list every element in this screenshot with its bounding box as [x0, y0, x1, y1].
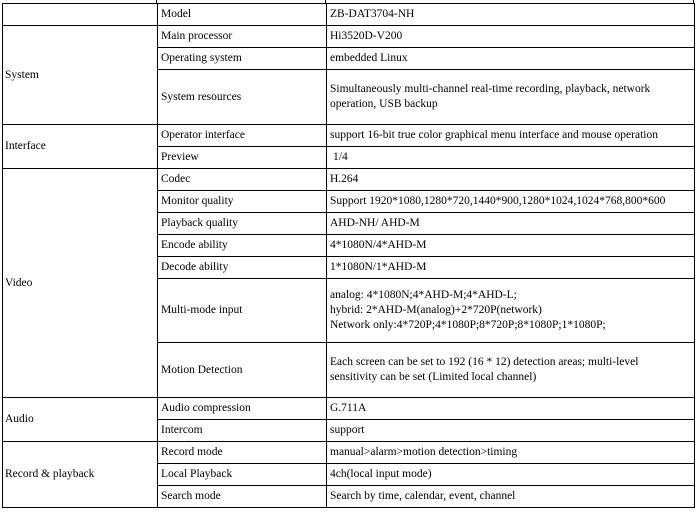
value-cell: 4*1080N/4*AHD-M [327, 235, 695, 257]
value-cell: 4ch(local input mode) [327, 464, 695, 486]
category-system: System [3, 26, 158, 125]
param-cell: Motion Detection [158, 343, 327, 398]
value-cell [327, 343, 695, 398]
value-cell: Hi3520D-V200 [327, 26, 695, 48]
param-cell: Local Playback [158, 464, 327, 486]
value-line: Each screen can be set to 192 (16 * 12) detection areas; multi-level [330, 356, 639, 368]
param-cell: System resources [158, 70, 327, 125]
value-cell: G.711A [327, 398, 695, 420]
param-cell: Encode ability [158, 235, 327, 257]
value-cell: 1/4 [327, 147, 695, 169]
value-cell: 1*1080N/1*AHD-M [327, 257, 695, 279]
value-cell: AHD-NH/ AHD-M [327, 213, 695, 235]
value-cell: embedded Linux [327, 48, 695, 70]
param-cell: Codec [158, 169, 327, 191]
table-row [3, 4, 695, 26]
value-line: hybrid: 2*AHD-M(analog)+2*720P(network) [330, 304, 542, 316]
param-cell: Audio compression [158, 398, 327, 420]
param-cell: Operating system [158, 48, 327, 70]
value-cell: ZB-DAT3704-NH [327, 4, 695, 26]
param-cell: Decode ability [158, 257, 327, 279]
param-cell: Playback quality [158, 213, 327, 235]
param-cell: Multi-mode input [158, 279, 327, 343]
value-line: Simultaneously multi-channel real-time recording, playback, network [330, 83, 651, 95]
value-line: sensitivity can be set (Limited local channel) [330, 371, 537, 383]
table-row [3, 442, 695, 464]
param-cell: Monitor quality [158, 191, 327, 213]
table-row [3, 26, 695, 48]
value-cell [327, 70, 695, 125]
table-row [3, 398, 695, 420]
category-interface: Interface [3, 125, 158, 169]
table-row [3, 125, 695, 147]
param-cell: Operator interface [158, 125, 327, 147]
param-cell: Main processor [158, 26, 327, 48]
value-cell: H.264 [327, 169, 695, 191]
category-video: Video [3, 169, 158, 398]
value-cell: support [327, 420, 695, 442]
value-line: Network only:4*720P;4*1080P;8*720P;8*1080P;1*1080P; [330, 319, 606, 331]
spec-table [2, 3, 695, 508]
param-cell: Model [158, 4, 327, 26]
value-cell: Search by time, calendar, event, channel [327, 486, 695, 508]
category-cell-blank [3, 4, 158, 26]
param-cell: Intercom [158, 420, 327, 442]
value-line: operation, USB backup [330, 98, 438, 110]
value-cell: Support 1920*1080,1280*720,1440*900,1280*1024,1024*768,800*600 [327, 191, 695, 213]
value-cell: support 16-bit true color graphical menu interface and mouse operation [327, 125, 695, 147]
table-row [3, 169, 695, 191]
value-line: analog: 4*1080N;4*AHD-M;4*AHD-L; [330, 289, 517, 301]
param-cell: Record mode [158, 442, 327, 464]
category-record-playback: Record & playback [3, 442, 158, 508]
value-cell: manual>alarm>motion detection>timing [327, 442, 695, 464]
param-cell: Search mode [158, 486, 327, 508]
value-cell [327, 279, 695, 343]
category-audio: Audio [3, 398, 158, 442]
param-cell: Preview [158, 147, 327, 169]
